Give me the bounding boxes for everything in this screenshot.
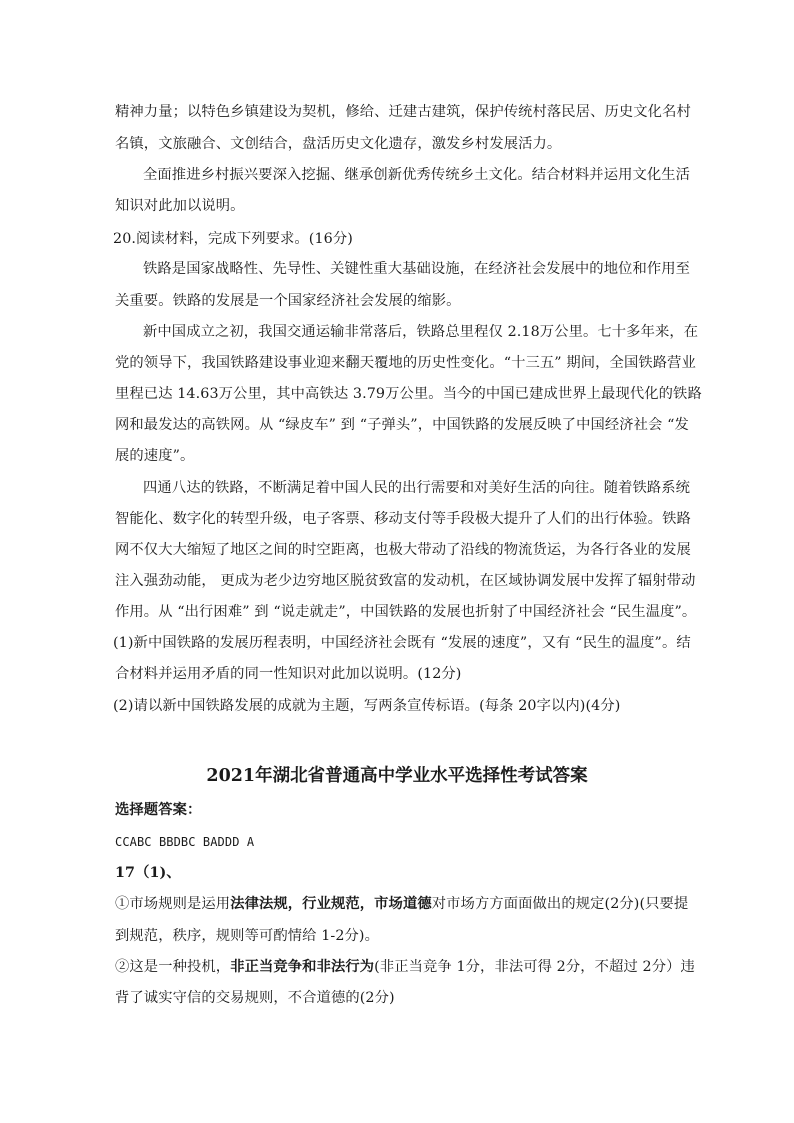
q20-material-line: 四通八达的铁路，不断满足着中国人民的出行需要和对美好生活的向往。随着铁路系统 xyxy=(143,480,691,496)
q19-requirement-line: 全面推进乡村振兴要深入挖掘、继承创新优秀传统乡土文化。结合材料并运用文化生活 xyxy=(143,167,691,183)
q20-subquestion-2: (2)请以新中国铁路发展的成就为主题，写两条宣传标语。(每条 20字以内)(4分) xyxy=(113,698,621,714)
q20-material-line: 党的领导下，我国铁路建设事业迎来翻天覆地的历史性变化。“十三五” 期间，全国铁路营业 xyxy=(115,355,696,371)
mc-answers-label: 选择题答案： xyxy=(115,802,202,818)
answer-point-1-cont: 到规范，秩序，规则等可酌情给 1-2分)。 xyxy=(115,928,379,944)
answer-point-2 xyxy=(115,957,695,977)
mc-answer-keys: CCABC BBDBC BADDD A xyxy=(115,835,255,849)
q20-subquestion-1: (1)新中国铁路的发展历程表明，中国经济社会既有 “发展的速度”，又有 “民生的温度”。结 xyxy=(113,635,691,651)
answer-text: ①市场规则是运用 xyxy=(115,896,231,912)
q20-material-line: 网和最发达的高铁网。从 “绿皮车” 到 “子弹头”，中国铁路的发展反映了中国经济社会 “发 xyxy=(115,417,689,433)
q19-text-line: 精神力量；以特色乡镇建设为契机，修给、迁建古建筑，保护传统村落民居、历史文化名村 xyxy=(115,104,691,120)
answer-text: ②这是一种投机， xyxy=(115,959,231,975)
answer-text: 对市场方方面面做出的规定(2分)(只要提 xyxy=(431,896,689,912)
q20-material-line: 网不仅大大缩短了地区之间的时空距离，也极大带动了沿线的物流货运，为各行各业的发展 xyxy=(115,542,691,558)
q20-material-line: 铁路是国家战略性、先导性、关键性重大基础设施，在经济社会发展中的地位和作用至 xyxy=(143,261,691,277)
answer-point-2-cont: 背了诚实守信的交易规则，不合道德的(2分) xyxy=(115,990,395,1006)
answer-keyword: 非正当竞争和非法行为 xyxy=(230,959,375,975)
answer-point-1 xyxy=(115,894,688,914)
q20-material-line: 展的速度”。 xyxy=(115,448,195,464)
q20-material-line: 作用。从 “出行困难” 到 “说走就走”，中国铁路的发展也折射了中国经济社会 “民生温度”。 xyxy=(115,604,697,620)
q20-subquestion-1: 合材料并运用矛盾的同一性知识对此加以说明。(12分) xyxy=(115,666,462,682)
q20-material-line: 里程已达 14.63万公里，其中高铁达 3.79万公里。当今的中国已建成世界上最现代化的铁路 xyxy=(115,386,702,402)
answer-key-title: 2021年湖北省普通高中学业水平选择性考试答案 xyxy=(206,766,588,786)
q17-1-label: 17（1)、 xyxy=(115,865,181,881)
q20-material-line: 关重要。铁路的发展是一个国家经济社会发展的缩影。 xyxy=(115,293,461,309)
answer-text: (非正当竞争 1分，非法可得 2分，不超过 2分）违 xyxy=(374,959,695,975)
q20-material-line: 智能化、数字化的转型升级，电子客票、移动支付等手段极大提升了人们的出行体验。铁路 xyxy=(115,511,691,527)
q20-material-line: 新中国成立之初，我国交通运输非常落后，铁路总里程仅 2.18万公里。七十多年来，在 xyxy=(143,324,699,340)
q20-header: 20.阅读材料，完成下列要求。(16分) xyxy=(113,231,353,247)
q19-requirement-line: 知识对此加以说明。 xyxy=(115,198,245,214)
q20-material-line: 注入强劲动能， 更成为老少边穷地区脱贫致富的发动机，在区域协调发展中发挥了辐射带动 xyxy=(115,573,696,589)
answer-keyword: 法律法规，行业规范，市场道德 xyxy=(230,896,432,912)
q19-text-line: 名镇，文旅融合、文创结合，盘活历史文化遗存，激发乡村发展活力。 xyxy=(115,136,562,152)
